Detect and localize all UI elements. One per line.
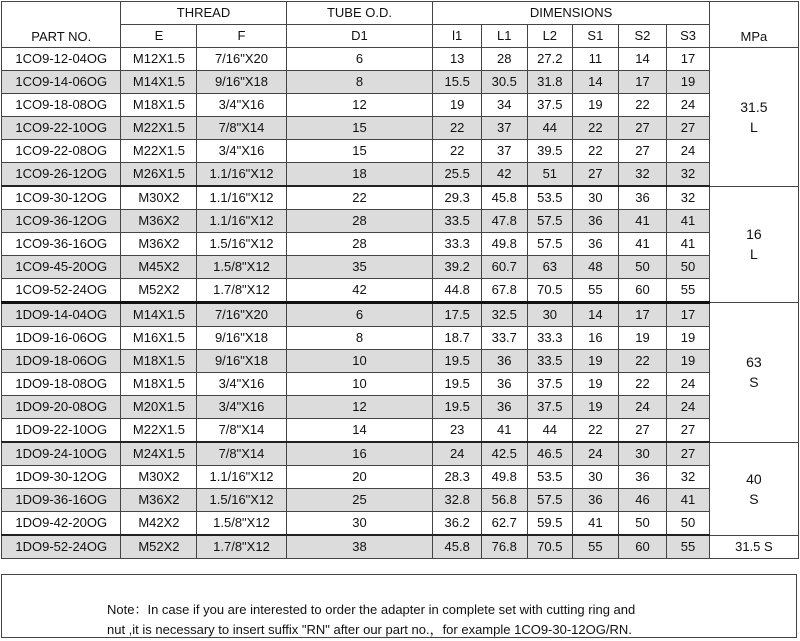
adapter-spec-table xyxy=(1,1,799,559)
value-cell: 17 xyxy=(667,48,710,71)
part-number-cell: 1DO9-20-08OG xyxy=(2,396,121,419)
value-cell: 27.2 xyxy=(527,48,573,71)
table-row xyxy=(2,512,799,536)
table-row xyxy=(2,256,799,279)
mpa-value: 16 xyxy=(746,226,762,243)
value-cell: 15 xyxy=(286,117,433,140)
value-cell: 53.5 xyxy=(527,186,573,210)
value-cell: 36 xyxy=(481,373,527,396)
value-cell: 16 xyxy=(286,442,433,466)
value-cell: 7/8"X14 xyxy=(197,419,286,443)
value-cell: 32.5 xyxy=(481,303,527,327)
value-cell: 55 xyxy=(573,279,619,303)
value-cell: 17 xyxy=(618,71,667,94)
col-header-s1: S1 xyxy=(573,25,619,48)
value-cell: 14 xyxy=(573,303,619,327)
value-cell: 45.8 xyxy=(433,535,482,559)
col-header-l1: l1 xyxy=(433,25,482,48)
table-row xyxy=(2,303,799,327)
part-number-cell: 1CO9-18-08OG xyxy=(2,94,121,117)
part-number-cell: 1CO9-22-10OG xyxy=(2,117,121,140)
value-cell: 28 xyxy=(286,210,433,233)
value-cell: 30 xyxy=(573,466,619,489)
value-cell: 7/16"X20 xyxy=(197,303,286,327)
value-cell: 31.8 xyxy=(527,71,573,94)
value-cell: 3/4"X16 xyxy=(197,94,286,117)
value-cell: 48 xyxy=(573,256,619,279)
mpa-series: L xyxy=(749,118,758,135)
value-cell: M22X1.5 xyxy=(121,419,197,443)
value-cell: 18 xyxy=(286,163,433,187)
col-header-d1: D1 xyxy=(286,25,433,48)
table-row xyxy=(2,350,799,373)
table-row xyxy=(2,396,799,419)
value-cell: 57.5 xyxy=(527,489,573,512)
value-cell: 36 xyxy=(481,350,527,373)
table-row xyxy=(2,233,799,256)
value-cell: 34 xyxy=(481,94,527,117)
value-cell: 32 xyxy=(667,163,710,187)
table-row xyxy=(2,442,799,466)
part-number-cell: 1DO9-18-06OG xyxy=(2,350,121,373)
value-cell: 41 xyxy=(618,233,667,256)
value-cell: 41 xyxy=(618,210,667,233)
value-cell: 20 xyxy=(286,466,433,489)
value-cell: 41 xyxy=(667,233,710,256)
mpa-value: 63 xyxy=(746,354,762,371)
value-cell: 1.7/8"X12 xyxy=(197,279,286,303)
part-number-cell: 1DO9-22-10OG xyxy=(2,419,121,443)
part-number-cell: 1CO9-45-20OG xyxy=(2,256,121,279)
table-row xyxy=(2,94,799,117)
value-cell: 57.5 xyxy=(527,210,573,233)
part-number-cell: 1DO9-24-10OG xyxy=(2,442,121,466)
value-cell: 55 xyxy=(573,535,619,559)
value-cell: 47.8 xyxy=(481,210,527,233)
value-cell: 7/16"X20 xyxy=(197,48,286,71)
value-cell: 27 xyxy=(667,117,710,140)
value-cell: 19 xyxy=(667,350,710,373)
table-row xyxy=(2,489,799,512)
table-row xyxy=(2,71,799,94)
mpa-value: 31.5 xyxy=(740,98,768,115)
table-row xyxy=(2,327,799,350)
col-header-e: E xyxy=(121,25,197,48)
value-cell: 1.5/16"X12 xyxy=(197,233,286,256)
mpa-group-cell xyxy=(709,48,798,187)
value-cell: 27 xyxy=(573,163,619,187)
value-cell: M42X2 xyxy=(121,512,197,536)
table-row xyxy=(2,117,799,140)
value-cell: 24 xyxy=(618,396,667,419)
value-cell: 41 xyxy=(573,512,619,536)
value-cell: 17.5 xyxy=(433,303,482,327)
value-cell: M18X1.5 xyxy=(121,94,197,117)
part-number-cell: 1DO9-30-12OG xyxy=(2,466,121,489)
table-row xyxy=(2,163,799,187)
value-cell: 12 xyxy=(286,396,433,419)
value-cell: 42.5 xyxy=(481,442,527,466)
value-cell: M20X1.5 xyxy=(121,396,197,419)
mpa-value: 31.5 S xyxy=(735,538,773,554)
value-cell: 37.5 xyxy=(527,396,573,419)
value-cell: 41 xyxy=(481,419,527,443)
table-row xyxy=(2,535,799,559)
value-cell: 70.5 xyxy=(527,279,573,303)
value-cell: 50 xyxy=(618,256,667,279)
value-cell: 57.5 xyxy=(527,233,573,256)
mpa-header: MPa xyxy=(709,2,798,48)
value-cell: M18X1.5 xyxy=(121,350,197,373)
value-cell: M22X1.5 xyxy=(121,117,197,140)
value-cell: 27 xyxy=(667,442,710,466)
value-cell: 38 xyxy=(286,535,433,559)
value-cell: M26X1.5 xyxy=(121,163,197,187)
value-cell: 19 xyxy=(573,373,619,396)
value-cell: 36 xyxy=(618,466,667,489)
value-cell: 45.8 xyxy=(481,186,527,210)
value-cell: 1.1/16"X12 xyxy=(197,163,286,187)
value-cell: 44.8 xyxy=(433,279,482,303)
value-cell: 56.8 xyxy=(481,489,527,512)
value-cell: 32 xyxy=(667,186,710,210)
value-cell: 17 xyxy=(618,303,667,327)
part-number-cell: 1CO9-30-12OG xyxy=(2,186,121,210)
mpa-value: 40 xyxy=(746,470,762,487)
value-cell: 19 xyxy=(573,94,619,117)
value-cell: 23 xyxy=(433,419,482,443)
value-cell: 50 xyxy=(667,256,710,279)
part-no-header: PART NO. xyxy=(2,2,121,48)
value-cell: 44 xyxy=(527,117,573,140)
value-cell: 19 xyxy=(667,327,710,350)
value-cell: 70.5 xyxy=(527,535,573,559)
value-cell: 49.8 xyxy=(481,466,527,489)
value-cell: 36.2 xyxy=(433,512,482,536)
value-cell: 1.5/8"X12 xyxy=(197,512,286,536)
mpa-group-cell xyxy=(709,442,798,535)
part-number-cell: 1DO9-36-16OG xyxy=(2,489,121,512)
value-cell: 19 xyxy=(573,350,619,373)
value-cell: 33.3 xyxy=(527,327,573,350)
value-cell: 16 xyxy=(573,327,619,350)
value-cell: 3/4"X16 xyxy=(197,140,286,163)
value-cell: 19.5 xyxy=(433,396,482,419)
value-cell: 3/4"X16 xyxy=(197,396,286,419)
mpa-group-cell xyxy=(709,303,798,443)
value-cell: 6 xyxy=(286,303,433,327)
value-cell: 24 xyxy=(433,442,482,466)
value-cell: 22 xyxy=(433,140,482,163)
value-cell: M18X1.5 xyxy=(121,373,197,396)
note-line-1: Note：In case if you are interested to order the adapter in complete set with cutting ring and xyxy=(107,602,636,617)
table-row xyxy=(2,210,799,233)
value-cell: 25 xyxy=(286,489,433,512)
value-cell: 37 xyxy=(481,117,527,140)
value-cell: 28 xyxy=(286,233,433,256)
table-row xyxy=(2,466,799,489)
value-cell: 33.5 xyxy=(433,210,482,233)
value-cell: 22 xyxy=(433,117,482,140)
col-header-s3: S3 xyxy=(667,25,710,48)
value-cell: 39.2 xyxy=(433,256,482,279)
value-cell: M22X1.5 xyxy=(121,140,197,163)
table-row xyxy=(2,140,799,163)
value-cell: 22 xyxy=(618,94,667,117)
value-cell: 11 xyxy=(573,48,619,71)
value-cell: 19 xyxy=(433,94,482,117)
value-cell: 18.7 xyxy=(433,327,482,350)
value-cell: 3/4"X16 xyxy=(197,373,286,396)
mpa-group-cell xyxy=(709,186,798,303)
value-cell: 6 xyxy=(286,48,433,71)
value-cell: 32 xyxy=(618,163,667,187)
col-header-l2: L2 xyxy=(527,25,573,48)
value-cell: 24 xyxy=(667,94,710,117)
table-row xyxy=(2,48,799,71)
value-cell: 22 xyxy=(618,350,667,373)
value-cell: M14X1.5 xyxy=(121,303,197,327)
value-cell: M52X2 xyxy=(121,535,197,559)
part-number-cell: 1DO9-14-04OG xyxy=(2,303,121,327)
part-number-cell: 1CO9-12-04OG xyxy=(2,48,121,71)
value-cell: 27 xyxy=(667,419,710,443)
tube-od-header: TUBE O.D. xyxy=(286,2,433,25)
mpa-series: L xyxy=(749,246,758,263)
value-cell: 1.5/8"X12 xyxy=(197,256,286,279)
value-cell: 36 xyxy=(573,489,619,512)
value-cell: M36X2 xyxy=(121,489,197,512)
part-number-cell: 1CO9-26-12OG xyxy=(2,163,121,187)
order-note xyxy=(1,574,797,638)
value-cell: 42 xyxy=(481,163,527,187)
value-cell: 39.5 xyxy=(527,140,573,163)
value-cell: 50 xyxy=(618,512,667,536)
part-number-cell: 1CO9-52-24OG xyxy=(2,279,121,303)
value-cell: 30.5 xyxy=(481,71,527,94)
value-cell: M36X2 xyxy=(121,210,197,233)
value-cell: 28.3 xyxy=(433,466,482,489)
value-cell: 14 xyxy=(286,419,433,443)
mpa-series: S xyxy=(749,374,759,391)
value-cell: 55 xyxy=(667,279,710,303)
value-cell: 51 xyxy=(527,163,573,187)
part-number-cell: 1DO9-42-20OG xyxy=(2,512,121,536)
thread-header: THREAD xyxy=(121,2,286,25)
value-cell: 8 xyxy=(286,327,433,350)
value-cell: 19.5 xyxy=(433,373,482,396)
value-cell: 33.3 xyxy=(433,233,482,256)
value-cell: 37.5 xyxy=(527,373,573,396)
note-line-2: nut ,it is necessary to insert suffix "RN" after our part no.，for example 1CO9-30-12OG/RN. xyxy=(107,622,632,637)
part-number-cell: 1CO9-14-06OG xyxy=(2,71,121,94)
value-cell: 8 xyxy=(286,71,433,94)
value-cell: 22 xyxy=(573,140,619,163)
value-cell: 36 xyxy=(573,210,619,233)
col-header-l1: L1 xyxy=(481,25,527,48)
value-cell: 22 xyxy=(573,117,619,140)
value-cell: 19 xyxy=(618,327,667,350)
value-cell: 1.1/16"X12 xyxy=(197,466,286,489)
value-cell: 1.5/16"X12 xyxy=(197,489,286,512)
part-number-cell: 1CO9-36-16OG xyxy=(2,233,121,256)
value-cell: 9/16"X18 xyxy=(197,327,286,350)
table-row xyxy=(2,373,799,396)
value-cell: 76.8 xyxy=(481,535,527,559)
value-cell: 22 xyxy=(618,373,667,396)
value-cell: 13 xyxy=(433,48,482,71)
part-number-cell: 1DO9-52-24OG xyxy=(2,535,121,559)
value-cell: 30 xyxy=(527,303,573,327)
value-cell: 62.7 xyxy=(481,512,527,536)
value-cell: 55 xyxy=(667,535,710,559)
value-cell: 14 xyxy=(573,71,619,94)
value-cell: 50 xyxy=(667,512,710,536)
value-cell: 63 xyxy=(527,256,573,279)
value-cell: 24 xyxy=(667,373,710,396)
value-cell: 60 xyxy=(618,279,667,303)
col-header-f: F xyxy=(197,25,286,48)
dimensions-header: DIMENSIONS xyxy=(433,2,709,25)
part-number-cell: 1DO9-18-08OG xyxy=(2,373,121,396)
value-cell: 59.5 xyxy=(527,512,573,536)
mpa-series: S xyxy=(749,490,759,507)
value-cell: 36 xyxy=(618,186,667,210)
value-cell: 19.5 xyxy=(433,350,482,373)
value-cell: 24 xyxy=(667,396,710,419)
value-cell: 30 xyxy=(286,512,433,536)
value-cell: 24 xyxy=(573,442,619,466)
value-cell: 1.7/8"X12 xyxy=(197,535,286,559)
value-cell: 41 xyxy=(667,210,710,233)
value-cell: 15.5 xyxy=(433,71,482,94)
part-number-cell: 1CO9-22-08OG xyxy=(2,140,121,163)
value-cell: 37.5 xyxy=(527,94,573,117)
value-cell: 9/16"X18 xyxy=(197,350,286,373)
value-cell: M30X2 xyxy=(121,466,197,489)
value-cell: 44 xyxy=(527,419,573,443)
table-row xyxy=(2,419,799,443)
value-cell: M14X1.5 xyxy=(121,71,197,94)
value-cell: 14 xyxy=(618,48,667,71)
value-cell: 27 xyxy=(618,140,667,163)
value-cell: 35 xyxy=(286,256,433,279)
value-cell: M16X1.5 xyxy=(121,327,197,350)
part-number-cell: 1CO9-36-12OG xyxy=(2,210,121,233)
mpa-group-cell xyxy=(709,535,798,559)
value-cell: 30 xyxy=(573,186,619,210)
value-cell: 7/8"X14 xyxy=(197,117,286,140)
value-cell: 41 xyxy=(667,489,710,512)
value-cell: 37 xyxy=(481,140,527,163)
value-cell: 19 xyxy=(667,71,710,94)
value-cell: M52X2 xyxy=(121,279,197,303)
value-cell: 1.1/16"X12 xyxy=(197,186,286,210)
value-cell: 36 xyxy=(573,233,619,256)
value-cell: 29.3 xyxy=(433,186,482,210)
value-cell: 22 xyxy=(286,186,433,210)
value-cell: 32 xyxy=(667,466,710,489)
value-cell: 22 xyxy=(573,419,619,443)
value-cell: M45X2 xyxy=(121,256,197,279)
value-cell: 53.5 xyxy=(527,466,573,489)
value-cell: 19 xyxy=(573,396,619,419)
value-cell: 24 xyxy=(667,140,710,163)
value-cell: 9/16"X18 xyxy=(197,71,286,94)
value-cell: 25.5 xyxy=(433,163,482,187)
value-cell: M12X1.5 xyxy=(121,48,197,71)
value-cell: 28 xyxy=(481,48,527,71)
value-cell: 67.8 xyxy=(481,279,527,303)
value-cell: 60.7 xyxy=(481,256,527,279)
value-cell: 10 xyxy=(286,373,433,396)
value-cell: M30X2 xyxy=(121,186,197,210)
value-cell: M36X2 xyxy=(121,233,197,256)
value-cell: 30 xyxy=(618,442,667,466)
value-cell: 1.1/16"X12 xyxy=(197,210,286,233)
value-cell: 42 xyxy=(286,279,433,303)
table-row xyxy=(2,279,799,303)
value-cell: 10 xyxy=(286,350,433,373)
value-cell: 7/8"X14 xyxy=(197,442,286,466)
col-header-s2: S2 xyxy=(618,25,667,48)
part-number-cell: 1DO9-16-06OG xyxy=(2,327,121,350)
value-cell: 33.5 xyxy=(527,350,573,373)
value-cell: M24X1.5 xyxy=(121,442,197,466)
value-cell: 46 xyxy=(618,489,667,512)
value-cell: 15 xyxy=(286,140,433,163)
value-cell: 17 xyxy=(667,303,710,327)
table-row xyxy=(2,186,799,210)
value-cell: 27 xyxy=(618,419,667,443)
value-cell: 60 xyxy=(618,535,667,559)
value-cell: 46.5 xyxy=(527,442,573,466)
value-cell: 36 xyxy=(481,396,527,419)
value-cell: 27 xyxy=(618,117,667,140)
value-cell: 33.7 xyxy=(481,327,527,350)
value-cell: 12 xyxy=(286,94,433,117)
value-cell: 49.8 xyxy=(481,233,527,256)
value-cell: 32.8 xyxy=(433,489,482,512)
